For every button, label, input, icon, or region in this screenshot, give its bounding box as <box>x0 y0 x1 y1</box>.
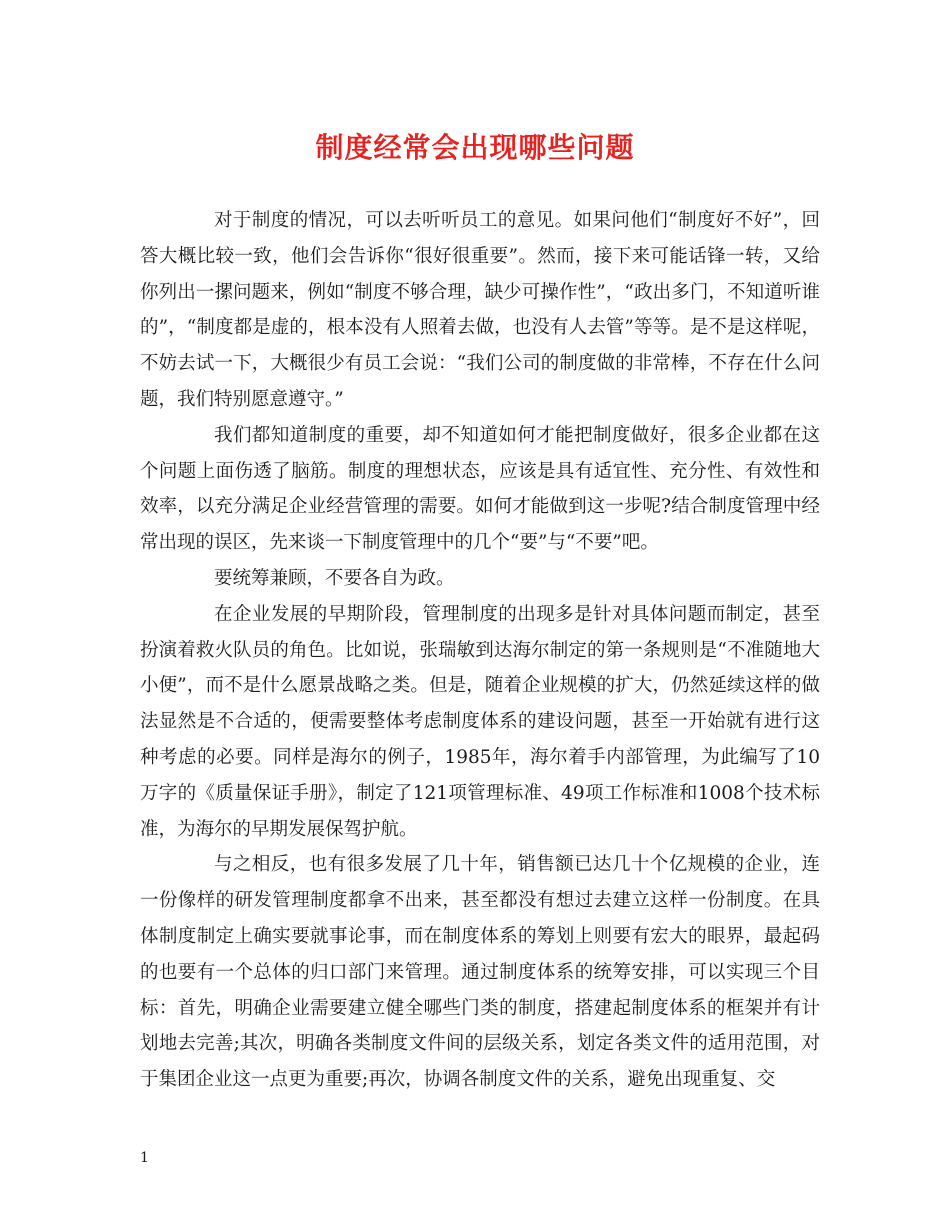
paragraph-2: 我们都知道制度的重要，却不知道如何才能把制度做好，很多企业都在这个问题上面伤透了脑筋。制度的理想状态，应该是具有适宜性、充分性、有效性和效率，以充分满足企业经营管理的需要。如何才能做到这一步呢?结合制度管理中经常出现的误区，先来谈一下制度管理中的几个“要”与“不要”吧。 <box>140 424 820 554</box>
document-body <box>140 203 820 1098</box>
paragraph-3-heading: 要统筹兼顾，不要各自为政。 <box>214 567 455 589</box>
page-number: 1 <box>140 1150 149 1166</box>
document-title: 制度经常会出现哪些问题 <box>315 131 635 164</box>
paragraph-1: 对于制度的情况，可以去听听员工的意见。如果问他们“制度好不好”，回答大概比较一致，他们会告诉你“很好很重要”。然而，接下来可能话锋一转，又给你列出一摞问题来，例如“制度不够合理，缺少可操作性”，“政出多门，不知道听谁的”，“制度都是虚的，根本没有人照着去做，也没有人去管”等等。是不是这样呢，不妨去试一下，大概很少有员工会说：“我们公司的制度做的非常棒，不存在什么问题，我们特别愿意遵守。” <box>140 210 820 410</box>
paragraph-5: 与之相反，也有很多发展了几十年，销售额已达几十个亿规模的企业，连一份像样的研发管理制度都拿不出来，甚至都没有想过去建立这样一份制度。在具体制度制定上确实要就事论事，而在制度体系的筹划上则要有宏大的眼界，最起码的也要有一个总体的归口部门来管理。通过制度体系的统筹安排，可以实现三个目标：首先，明确企业需要建立健全哪些门类的制度，搭建起制度体系的框架并有计划地去完善;其次，明确各类制度文件间的层级关系，划定各类文件的适用范围，对于集团企业这一点更为重要;再次，协调各制度文件的关系，避免出现重复、交 <box>140 854 820 1091</box>
paragraph-4: 在企业发展的早期阶段，管理制度的出现多是针对具体问题而制定，甚至扮演着救火队员的角色。比如说，张瑞敏到达海尔制定的第一条规则是“不准随地大小便”，而不是什么愿景战略之类。但是，随着企业规模的扩大，仍然延续这样的做法显然是不合适的，便需要整体考虑制度体系的建设问题，甚至一开始就有进行这种考虑的必要。同样是海尔的例子，1985年，海尔着手内部管理，为此编写了10万字的《质量保证手册》，制定了121项管理标准、49项工作标准和1008个技术标准，为海尔的早期发展保驾护航。 <box>140 603 820 840</box>
